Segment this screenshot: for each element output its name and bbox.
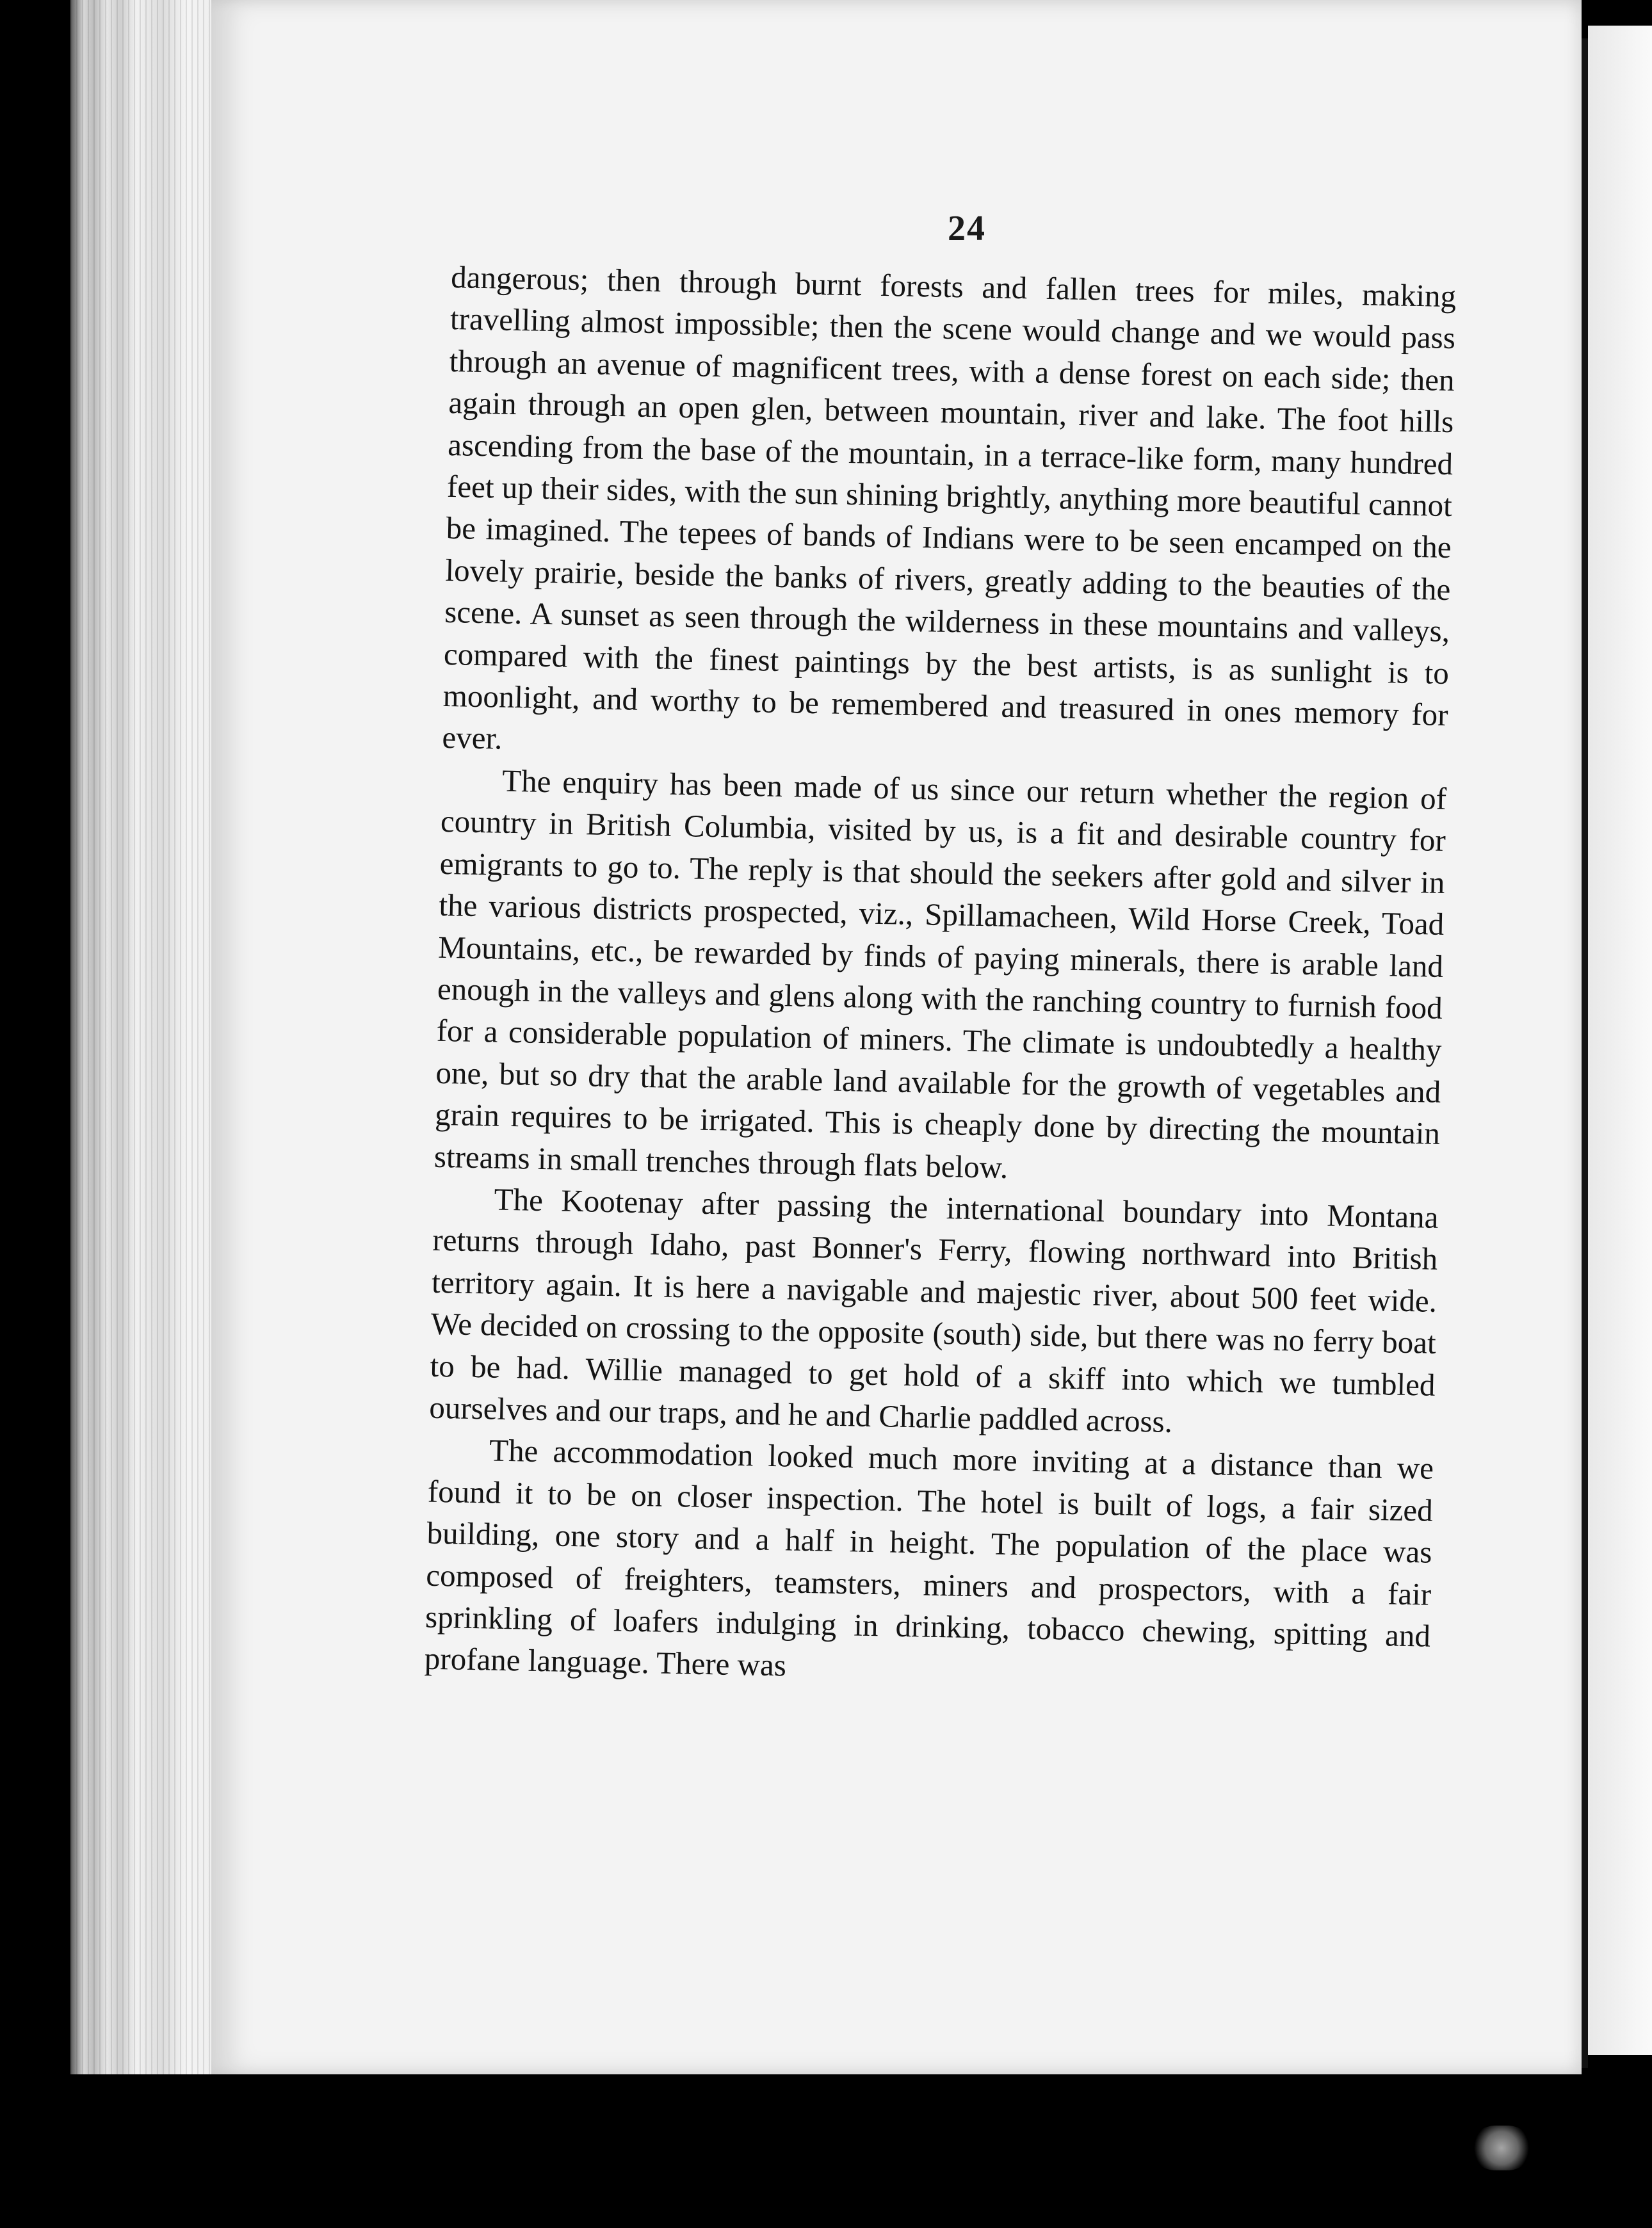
page-number: 24	[948, 209, 986, 248]
paragraph-4: The accommodation looked much more inviting at a distance than we found it to be on closer inspection. The hotel is built of logs, a fair sized building, one story and a half in height. The population of the place was composed of freighters, teamsters, miners and prospectors, with a fair sprinkling of loafers indulging in drinking, tobacco chewing, spitting and profane language. There was	[424, 1432, 1434, 1683]
scan-smudge	[1473, 2126, 1530, 2170]
body-text	[419, 256, 1457, 1940]
facing-page-edge	[1588, 26, 1652, 2055]
paragraph-3: The Kootenay after passing the international boundary into Montana returns through Idaho, past Bonner's Ferry, flowing northward into British territory again. It is here a navigable and majestic river, about 500 feet wide. We decided on crossing to the opposite (south) side, but there was no ferry boat to be had. Willie managed to get hold of a skiff into which we tumbled ourselves and our traps, and he and Charlie paddled across.	[428, 1181, 1439, 1439]
paragraph-1: dangerous; then through burnt forests and fallen trees for miles, making travelling almost impossible; then the scene would change and we would pass through an avenue of magnificent trees, with a dense forest on each side; then again through an open glen, between mountain, river and lake. The foot hills ascending from the base of the mountain, in a terrace-like form, many hundred feet up their sides, with the sun shining brightly, anything more beautiful cannot be imagined. The tepees of bands of Indians were to be seen encamped on the lovely prairie, beside the banks of rivers, greatly adding to the beauties of the scene. A sunset as seen through the wilderness in these mountains and valleys, compared with the finest paintings by the best artists, is as sunlight is to moonlight, and worthy to be remembered and treasured in ones memory for ever.	[442, 259, 1457, 757]
paragraph-2: The enquiry has been made of us since our return whether the region of country in British Columbia, visited by us, is a fit and desirable country for emigrants to go to. The reply is that should the seekers after gold and silver in the various districts prospected, viz., Spillamacheen, Wild Horse Creek, Toad Mountains, etc., be rewarded by finds of paying minerals, there is arable land enough in the valleys and glens along with the ranching country to furnish food for a considerable population of miners. The climate is undoubtedly a healthy one, but so dry that the arable land available for the growth of vegetables and grain requires to be irrigated. This is cheaply done by directing the mountain streams in small trenches through flats below.	[433, 763, 1447, 1185]
gutter-shadow	[1582, 38, 1588, 2068]
